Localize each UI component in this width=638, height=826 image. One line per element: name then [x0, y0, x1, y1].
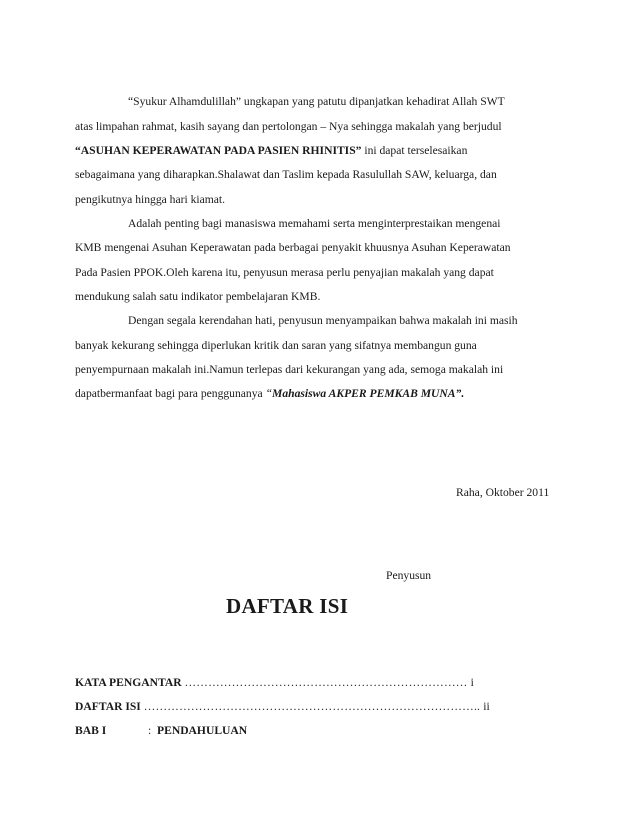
- preface-line: KMB mengenai Asuhan Keperawatan pada berbagai penyakit khuusnya Asuhan Keperawatan: [75, 241, 511, 254]
- toc-label: BAB I: [75, 724, 107, 737]
- preface-line: pengikutnya hingga hari kiamat.: [75, 193, 226, 206]
- toc-page: ii: [483, 700, 490, 713]
- quote-mark: “: [265, 387, 273, 400]
- paper-title: “ASUHAN KEPERAWATAN PADA PASIEN RHINITIS”: [75, 144, 362, 157]
- preface-line: Pada Pasien PPOK.Oleh karena itu, penyusun merasa perlu penyajian makalah yang dapat: [75, 266, 494, 279]
- preface-line: sebagaimana yang diharapkan.Shalawat dan Taslim kepada Rasulullah SAW, keluarga, dan: [75, 168, 497, 181]
- preface-line: mendukung salah satu indikator pembelajaran KMB.: [75, 290, 321, 303]
- preface-text: dapatbermanfaat bagi para penggunanya: [75, 387, 266, 400]
- preface-line: “Syukur Alhamdulillah” ungkapan yang patutu dipanjatkan kehadirat Allah SWT: [128, 95, 505, 108]
- preface-line-with-title: [75, 144, 467, 158]
- toc-row: [75, 676, 474, 689]
- toc-row: [75, 700, 490, 713]
- preface-line: Adalah penting bagi manasiswa memahami serta menginterprestaikan mengenai: [128, 217, 501, 230]
- signer: Penyusun: [386, 569, 432, 582]
- toc-dots: ………………………………………………………………: [184, 676, 471, 689]
- toc-title: DAFTAR ISI: [226, 594, 349, 618]
- preface-line-with-dedication: [75, 387, 464, 401]
- toc-page: i: [470, 676, 474, 689]
- toc-separator: :: [148, 724, 152, 737]
- toc-dots: …………………………………………………………………………..: [143, 700, 484, 713]
- dedication: Mahasiswa AKPER PEMKAB MUNA”.: [272, 387, 465, 400]
- toc-chapter-title: PENDAHULUAN: [157, 724, 248, 737]
- date-place: Raha, Oktober 2011: [456, 486, 550, 499]
- toc-label: DAFTAR ISI: [75, 700, 144, 713]
- toc-label: KATA PENGANTAR: [75, 676, 185, 689]
- preface-line: penyempurnaan makalah ini.Namun terlepas dari kekurangan yang ada, semoga makalah ini: [75, 363, 504, 376]
- preface-line: banyak kekurang sehingga diperlukan kritik dan saran yang sifatnya membangun guna: [75, 339, 477, 352]
- preface-text: ini dapat terselesaikan: [361, 144, 468, 157]
- preface-line: Dengan segala kerendahan hati, penyusun menyampaikan bahwa makalah ini masih: [128, 314, 518, 327]
- preface-line: atas limpahan rahmat, kasih sayang dan pertolongan – Nya sehingga makalah yang berjudul: [75, 120, 502, 133]
- toc-row: [75, 724, 248, 737]
